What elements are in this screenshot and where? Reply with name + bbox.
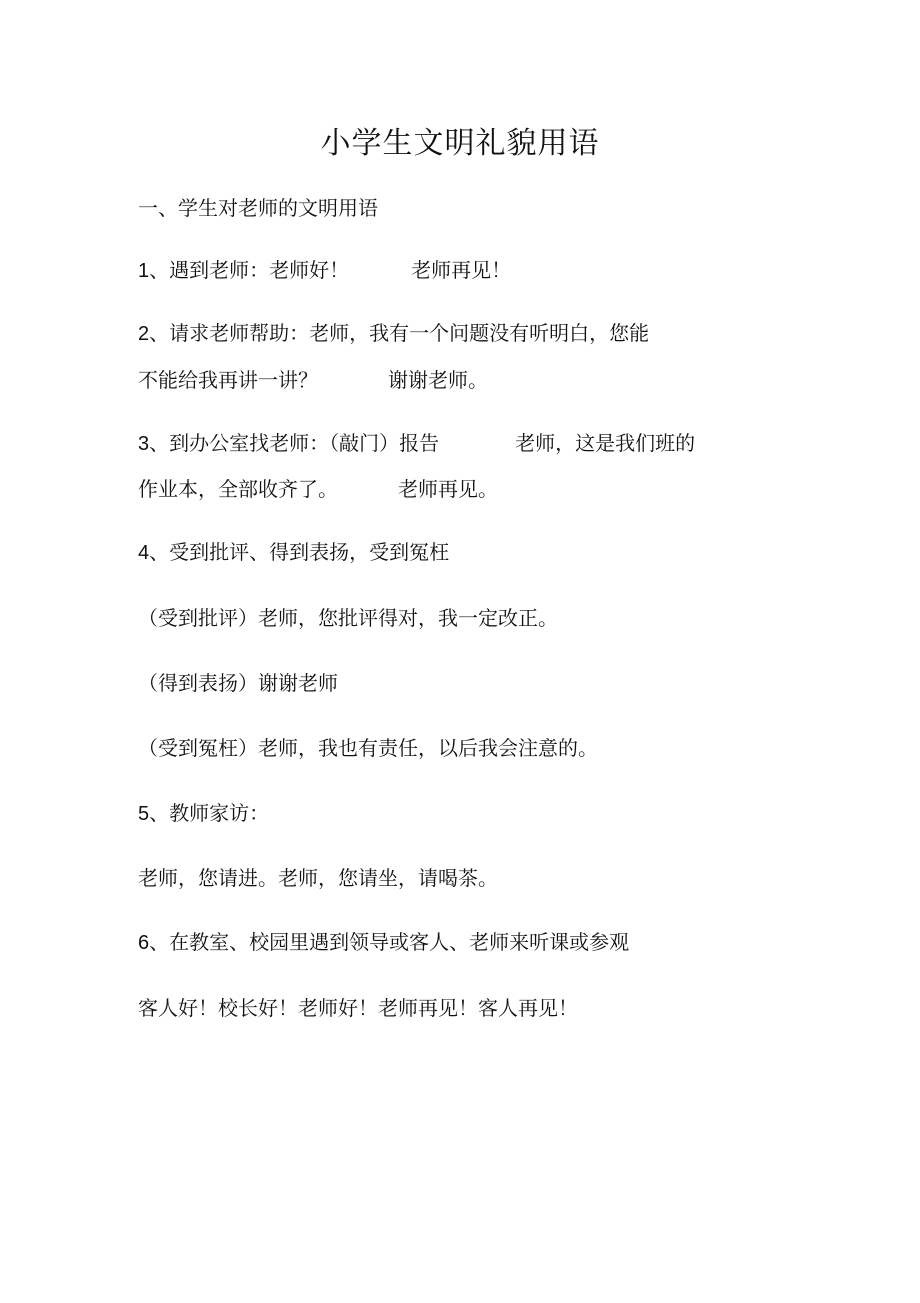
item-number: 4 bbox=[138, 542, 150, 564]
item-3-line-2 bbox=[138, 477, 498, 501]
item-number: 2 bbox=[138, 323, 150, 345]
item-text-after: 谢谢老师。 bbox=[388, 368, 488, 392]
item-text-after: 老师，这是我们班的 bbox=[515, 431, 696, 455]
item-text-after: 老师再见！ bbox=[411, 258, 512, 282]
item-4-sub-1: （受到批评）老师，您批评得对，我一定改正。 bbox=[138, 606, 558, 630]
item-4-sub-3: （受到冤枉）老师，我也有责任，以后我会注意的。 bbox=[138, 736, 598, 760]
item-text: 、教师家访： bbox=[149, 801, 270, 825]
section-heading: 一、学生对老师的文明用语 bbox=[138, 196, 378, 220]
item-text: 、请求老师帮助：老师，我有一个问题没有听明白，您能 bbox=[149, 321, 650, 345]
item-2-line-1 bbox=[138, 321, 649, 346]
item-number: 5 bbox=[138, 803, 150, 825]
item-1 bbox=[138, 258, 511, 283]
item-5-line-1 bbox=[138, 801, 269, 826]
item-text-after: 老师再见。 bbox=[398, 477, 498, 501]
item-4-sub-2: （得到表扬）谢谢老师 bbox=[138, 671, 338, 695]
item-6-line-1 bbox=[138, 930, 629, 955]
item-3-line-1 bbox=[138, 431, 695, 456]
item-text: 作业本，全部收齐了。 bbox=[138, 477, 338, 501]
item-text: 不能给我再讲一讲？ bbox=[138, 368, 318, 392]
item-number: 1 bbox=[138, 260, 150, 282]
item-text: 、受到批评、得到表扬，受到冤枉 bbox=[149, 540, 450, 564]
item-text: 、在教室、校园里遇到领导或客人、老师来听课或参观 bbox=[149, 930, 630, 954]
item-text: 、到办公室找老师：（敲门）报告 bbox=[149, 431, 440, 455]
item-4-line-1 bbox=[138, 540, 449, 565]
item-number: 6 bbox=[138, 932, 150, 954]
document-title: 小学生文明礼貌用语 bbox=[320, 126, 600, 161]
item-text: 、遇到老师：老师好！ bbox=[149, 258, 350, 282]
item-2-line-2 bbox=[138, 368, 488, 392]
item-6-sub-1: 客人好！校长好！老师好！老师再见！客人再见！ bbox=[138, 996, 578, 1020]
item-5-sub-1: 老师，您请进。老师，您请坐，请喝茶。 bbox=[138, 866, 498, 890]
item-number: 3 bbox=[138, 433, 150, 455]
